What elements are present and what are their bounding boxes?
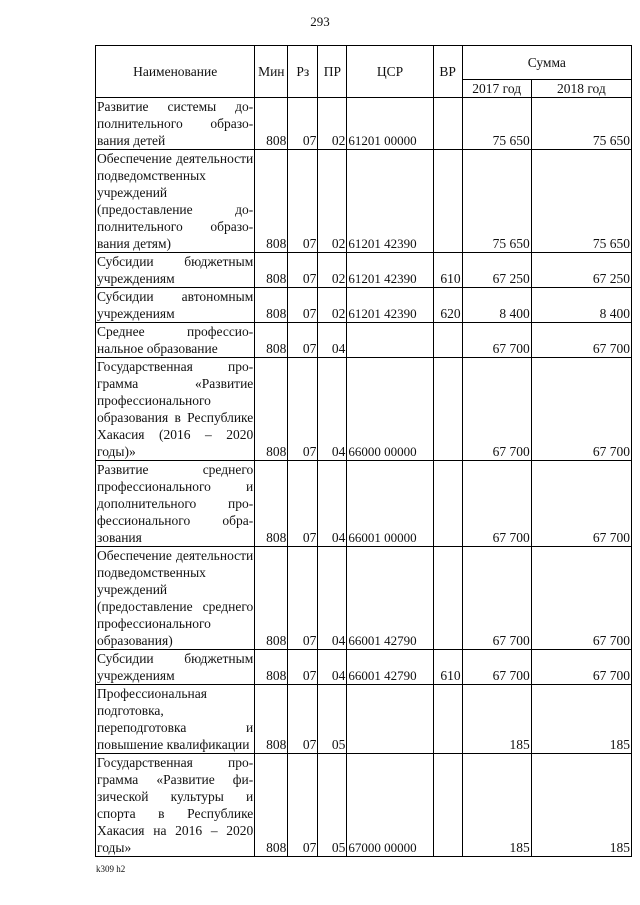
row-min: 808 xyxy=(255,98,288,150)
row-csr: 66001 42790 xyxy=(347,650,433,685)
row-min: 808 xyxy=(255,461,288,547)
row-pr: 05 xyxy=(318,754,347,857)
row-rz: 07 xyxy=(288,253,318,288)
row-sum-2018: 67 700 xyxy=(531,547,631,650)
row-sum-2018: 8 400 xyxy=(531,288,631,323)
row-name: Среднее профессиональное образование xyxy=(97,324,254,356)
row-name: Обеспечение деятельности подведомственных учреждений (предоставление дополнительного образования детям) xyxy=(97,151,254,251)
row-sum-2018: 67 700 xyxy=(531,323,631,358)
row-rz: 07 xyxy=(288,547,318,650)
row-vr: 610 xyxy=(433,650,462,685)
row-rz: 07 xyxy=(288,98,318,150)
row-min: 808 xyxy=(255,754,288,857)
table-row xyxy=(96,358,632,461)
table-row xyxy=(96,98,632,150)
row-vr xyxy=(433,754,462,857)
row-name: Развитие системы дополнительного образования детей xyxy=(97,99,254,148)
row-min: 808 xyxy=(255,323,288,358)
budget-table xyxy=(95,45,632,857)
table-row xyxy=(96,461,632,547)
row-vr xyxy=(433,685,462,754)
table-row xyxy=(96,754,632,857)
header-2018: 2018 год xyxy=(531,80,631,98)
row-vr xyxy=(433,358,462,461)
header-name: Наименование xyxy=(96,46,255,98)
row-vr: 620 xyxy=(433,288,462,323)
row-min: 808 xyxy=(255,547,288,650)
row-csr: 61201 00000 xyxy=(347,98,433,150)
header-vr: ВР xyxy=(433,46,462,98)
table-row xyxy=(96,253,632,288)
header-pr: ПР xyxy=(318,46,347,98)
table-row xyxy=(96,547,632,650)
row-csr: 66000 00000 xyxy=(347,358,433,461)
page-number: 293 xyxy=(310,14,330,29)
row-csr xyxy=(347,323,433,358)
row-sum-2018: 67 250 xyxy=(531,253,631,288)
row-sum-2018: 67 700 xyxy=(531,461,631,547)
row-pr: 02 xyxy=(318,288,347,323)
row-vr xyxy=(433,461,462,547)
row-sum-2017: 67 700 xyxy=(462,323,531,358)
footer-code: k309 h2 xyxy=(96,864,126,874)
row-name: Государственная программа «Развитие физической культуры и спорта в Республике Хакасия на 2016 – 2020 годы» xyxy=(97,755,254,855)
table-row xyxy=(96,288,632,323)
row-csr: 67000 00000 xyxy=(347,754,433,857)
row-sum-2017: 67 700 xyxy=(462,358,531,461)
row-pr: 02 xyxy=(318,150,347,253)
row-name: Обеспечение деятельности подведомственных учреждений (предоставление среднего профессионального образования) xyxy=(97,548,254,648)
header-min: Мин xyxy=(255,46,288,98)
row-rz: 07 xyxy=(288,650,318,685)
row-vr xyxy=(433,150,462,253)
row-min: 808 xyxy=(255,685,288,754)
row-sum-2017: 67 700 xyxy=(462,547,531,650)
table-row xyxy=(96,323,632,358)
row-min: 808 xyxy=(255,358,288,461)
row-pr: 04 xyxy=(318,358,347,461)
row-sum-2018: 185 xyxy=(531,685,631,754)
row-name: Развитие среднего профессионального и дополнительного профессионального образования xyxy=(97,462,254,545)
row-vr: 610 xyxy=(433,253,462,288)
row-sum-2018: 75 650 xyxy=(531,98,631,150)
row-name: Субсидии бюджетным учреждениям xyxy=(97,651,254,683)
row-vr xyxy=(433,323,462,358)
row-sum-2017: 185 xyxy=(462,754,531,857)
row-rz: 07 xyxy=(288,150,318,253)
row-rz: 07 xyxy=(288,288,318,323)
row-csr xyxy=(347,685,433,754)
header-rz: Рз xyxy=(288,46,318,98)
row-pr: 04 xyxy=(318,547,347,650)
row-name: Профессиональная подготовка, переподготовка и повышение квалификации xyxy=(97,686,254,752)
header-csr: ЦСР xyxy=(347,46,433,98)
row-min: 808 xyxy=(255,150,288,253)
row-csr: 61201 42390 xyxy=(347,253,433,288)
row-vr xyxy=(433,98,462,150)
table-row xyxy=(96,150,632,253)
row-pr: 05 xyxy=(318,685,347,754)
row-rz: 07 xyxy=(288,461,318,547)
row-sum-2017: 185 xyxy=(462,685,531,754)
row-sum-2018: 67 700 xyxy=(531,358,631,461)
row-pr: 02 xyxy=(318,253,347,288)
row-rz: 07 xyxy=(288,754,318,857)
row-csr: 61201 42390 xyxy=(347,150,433,253)
row-sum-2018: 185 xyxy=(531,754,631,857)
row-name: Субсидии автономным учреждениям xyxy=(97,289,254,321)
row-rz: 07 xyxy=(288,685,318,754)
row-min: 808 xyxy=(255,253,288,288)
row-min: 808 xyxy=(255,288,288,323)
row-pr: 04 xyxy=(318,323,347,358)
table-row xyxy=(96,650,632,685)
row-pr: 02 xyxy=(318,98,347,150)
row-vr xyxy=(433,547,462,650)
row-name: Субсидии бюджетным учреждениям xyxy=(97,254,254,286)
row-sum-2018: 75 650 xyxy=(531,150,631,253)
row-csr: 61201 42390 xyxy=(347,288,433,323)
row-sum-2017: 67 700 xyxy=(462,461,531,547)
row-sum-2017: 75 650 xyxy=(462,98,531,150)
row-pr: 04 xyxy=(318,650,347,685)
row-rz: 07 xyxy=(288,358,318,461)
row-csr: 66001 42790 xyxy=(347,547,433,650)
row-pr: 04 xyxy=(318,461,347,547)
row-min: 808 xyxy=(255,650,288,685)
row-sum-2017: 75 650 xyxy=(462,150,531,253)
row-name: Государственная программа «Развитие профессионального образования в Республике Хакасия (2016 – 2020 годы)» xyxy=(97,359,254,459)
row-sum-2018: 67 700 xyxy=(531,650,631,685)
table-row xyxy=(96,685,632,754)
row-sum-2017: 67 250 xyxy=(462,253,531,288)
row-csr: 66001 00000 xyxy=(347,461,433,547)
row-rz: 07 xyxy=(288,323,318,358)
row-sum-2017: 8 400 xyxy=(462,288,531,323)
row-sum-2017: 67 700 xyxy=(462,650,531,685)
header-sum: Сумма xyxy=(462,46,631,80)
header-2017: 2017 год xyxy=(462,80,531,98)
